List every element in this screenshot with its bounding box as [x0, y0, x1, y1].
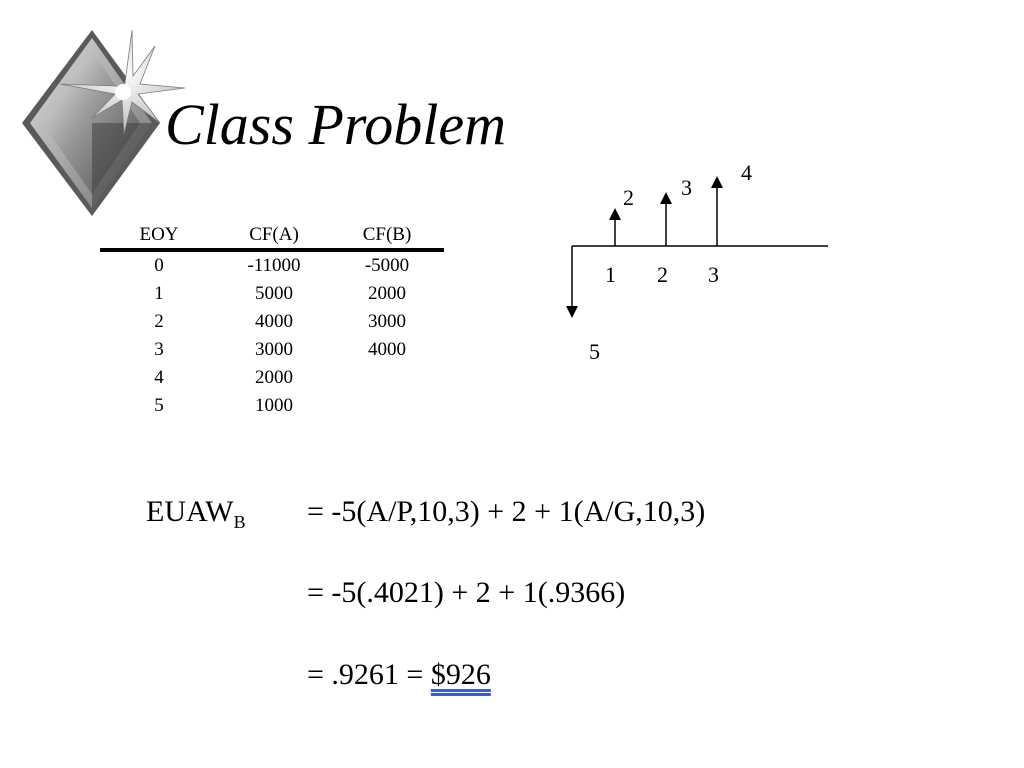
- slide-title: Class Problem: [165, 92, 507, 157]
- equation-lhs-text: EUAW: [146, 495, 234, 528]
- cell-cf-a: -11000: [247, 255, 301, 276]
- arrow-label-up-2: 3: [681, 175, 692, 200]
- table-row: [100, 392, 444, 420]
- equation-line-1: = -5(A/P,10,3) + 2 + 1(A/G,10,3): [307, 495, 706, 528]
- cell-eoy: 4: [154, 367, 164, 388]
- cell-cf-a: 3000: [255, 339, 293, 360]
- cell-cf-b: [330, 364, 444, 392]
- arrow-label-up-1: 2: [623, 185, 634, 210]
- column-header-cf-b: CF(B): [362, 224, 412, 245]
- equation-line-3-prefix: = .9261 =: [307, 658, 431, 691]
- cell-cf-a: 2000: [255, 367, 293, 388]
- period-label-2: 2: [657, 262, 668, 287]
- cell-eoy: 3: [154, 339, 164, 360]
- equation-lhs-subscript: B: [233, 512, 246, 532]
- equation-line-3: [307, 657, 507, 693]
- table-row: [100, 364, 444, 392]
- arrow-label-down: 5: [589, 339, 600, 364]
- table-row: [100, 308, 444, 336]
- final-answer: $926: [430, 658, 491, 691]
- cash-flow-diagram: [560, 150, 840, 380]
- period-label-3: 3: [708, 262, 719, 287]
- cell-eoy: 0: [154, 255, 164, 276]
- cell-eoy: 2: [154, 311, 164, 332]
- cell-eoy: 1: [154, 283, 164, 304]
- cell-cf-b: 4000: [368, 339, 406, 360]
- equation-line-2: = -5(.4021) + 2 + 1(.9366): [307, 576, 626, 609]
- table-header-row: [100, 222, 444, 250]
- table-row: [100, 336, 444, 364]
- cell-cf-b: 2000: [368, 283, 406, 304]
- cell-cf-b: -5000: [364, 255, 410, 276]
- cash-flow-table: [100, 222, 444, 420]
- column-header-eoy: EOY: [139, 224, 179, 245]
- arrow-label-up-3: 4: [741, 160, 752, 185]
- period-label-1: 1: [605, 262, 616, 287]
- cell-cf-a: 1000: [255, 395, 293, 416]
- column-header-cf-a: CF(A): [249, 224, 299, 245]
- cell-cf-a: 4000: [255, 311, 293, 332]
- table-row: [100, 280, 444, 308]
- cell-eoy: 5: [154, 395, 164, 416]
- cell-cf-b: 3000: [368, 311, 406, 332]
- cell-cf-a: 5000: [255, 283, 293, 304]
- equation-lhs: [146, 494, 246, 540]
- table-row: [100, 250, 444, 280]
- cell-cf-b: [330, 392, 444, 420]
